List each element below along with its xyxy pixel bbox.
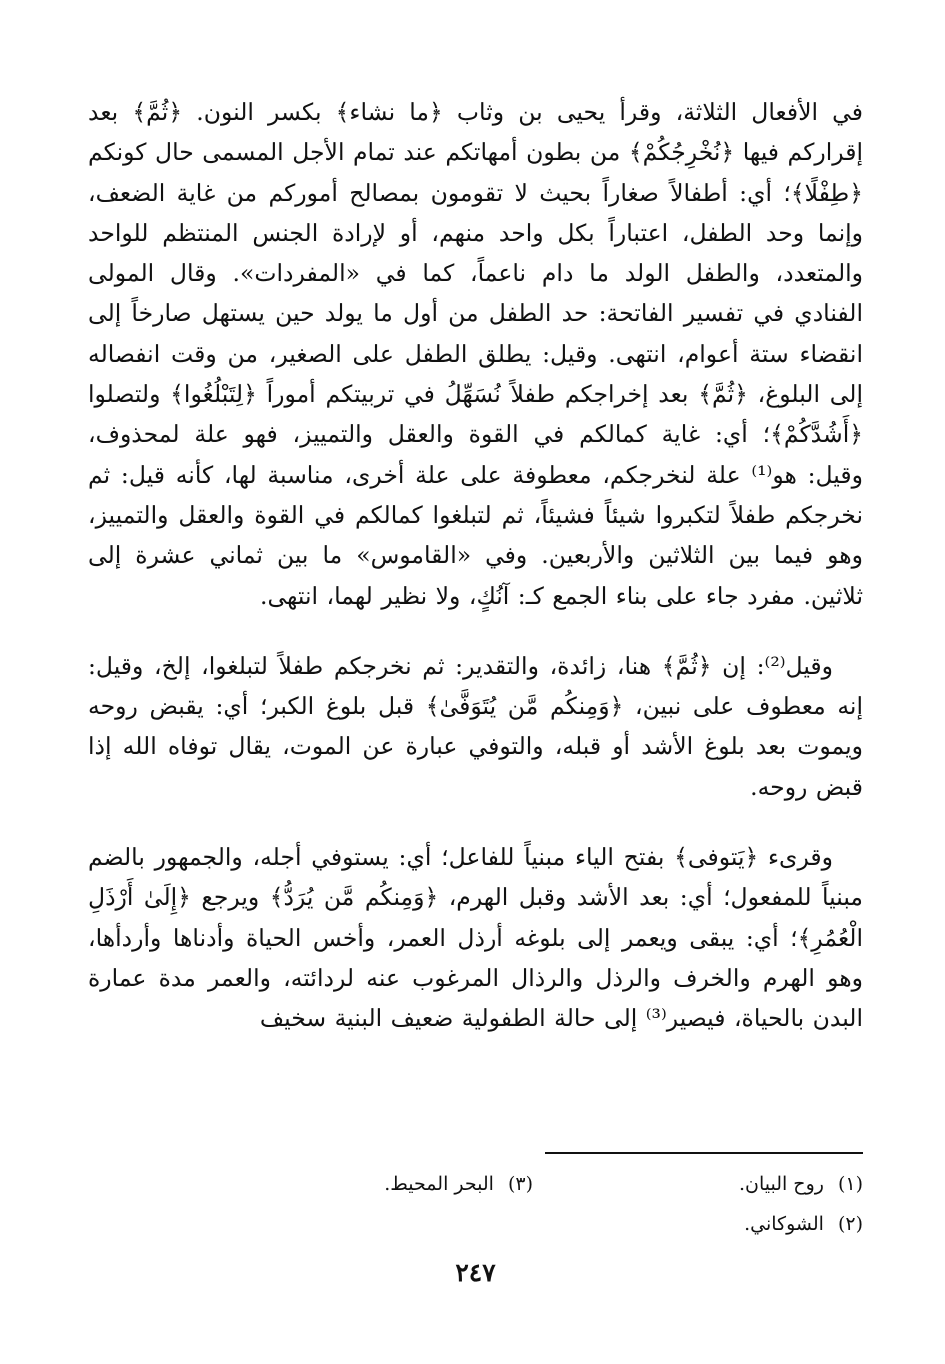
body-paragraph-1: في الأفعال الثلاثة، وقرأ يحيى بن وثاب ﴿ما نشاء﴾ بكسر النون. ﴿ثُمَّ﴾ بعد إقراركم فيها ﴿نُخْرِجُكُمْ﴾ من بطون أمهاتكم عند تمام الأجل المسمى حال كونكم ﴿طِفْلًا﴾؛ أي: أطفالاً صغاراً بحيث لا تقومون بمصالح أموركم من غاية الضعف، وإنما وحد الطفل، اعتباراً بكل واحد منهم، أو لإرادة الجنس المنتظم للواحد والمتعدد، والطفل الولد ما دام ناعماً، كما في «المفردات». وقال المولى الفنادي في تفسير الفاتحة: حد الطفل من أول ما يولد حين يستهل صارخاً إلى انقضاء ستة أعوام، انتهى. وقيل: يطلق الطفل على الصغير، من وقت انفصاله إلى البلوغ، ﴿ثُمَّ﴾ بعد إخراجكم طفلاً نُسَهِّلُ في تربيتكم أموراً ﴿لِتَبْلُغُوا﴾ ولتصلوا ﴿أَشُدَّكُمْ﴾؛ أي: غاية كمالكم في القوة والعقل والتمييز، فهو علة لمحذوف، وقيل: هو⁽¹⁾ علة لنخرجكم، معطوفة على علة أخرى، مناسبة لها، كأنه قيل: ثم نخرجكم طفلاً لتكبروا شيئاً فشيئاً، ثم لتبلغوا كمالكم في القوة والعقل والتمييز، وهو فيما بين الثلاثين والأربعين. وفي «القاموس» ما بين ثماني عشرة إلى ثلاثين. مفرد جاء على بناء الجمع كـ: آنُكٍ، ولا نظير لهما، انتهى.: [88, 98, 863, 610]
footnote-number: (١): [837, 1173, 863, 1195]
body-paragraph-2: وقيل⁽²⁾: إن ﴿ثُمَّ﴾ هنا، زائدة، والتقدير: ثم نخرجكم طفلاً لتبلغوا، إلخ، وقيل: إنه معطوف على نبين، ﴿وَمِنكُم مَّن يُتَوَفَّىٰ﴾ قبل بلوغ الكبر؛ أي: يقبض روحه ويموت بعد بلوغ الأشد أو قبله، والتوفي عبارة عن الموت، يقال توفاه الله إذا قبض روحه.: [88, 651, 863, 801]
footnotes: [88, 1164, 863, 1244]
footnote-2: [533, 1204, 863, 1244]
footnote-text: روح البيان.: [738, 1173, 824, 1195]
footnote-separator: [545, 1152, 863, 1154]
footnote-text: البحر المحيط.: [384, 1173, 494, 1195]
footnote-row-1: [88, 1164, 863, 1204]
footnote-1: [533, 1164, 863, 1204]
footnote-text: الشوكاني.: [744, 1213, 824, 1235]
book-page: [88, 92, 863, 1322]
body-paragraph-3: وقرىء ﴿يَتوفى﴾ بفتح الياء مبنياً للفاعل؛ أي: يستوفي أجله، والجمهور بالضم مبنياً للمفعول؛ أي: بعد الأشد وقبل الهرم، ﴿وَمِنكُم مَّن يُرَدُّ﴾ ويرجع ﴿إِلَىٰ أَرْذَلِ الْعُمُرِ﴾؛ أي: يبقى ويعمر إلى بلوغه أرذل العمر، وأخس الحياة وأدناها وأردأها، وهو الهرم والخرف والرذل والرذال المرغوب عنه لردائته، والعمر مدة عمارة البدن بالحياة، فيصير⁽³⁾ إلى حالة الطفولية ضعيف البنية سخيف: [88, 843, 863, 1033]
footnote-number: (٢): [837, 1213, 863, 1235]
page-number: ٢٤٧: [455, 1258, 496, 1287]
footnote-row-2: [88, 1204, 863, 1244]
footnote-number: (٣): [507, 1173, 533, 1195]
footnote-3: [203, 1164, 533, 1204]
